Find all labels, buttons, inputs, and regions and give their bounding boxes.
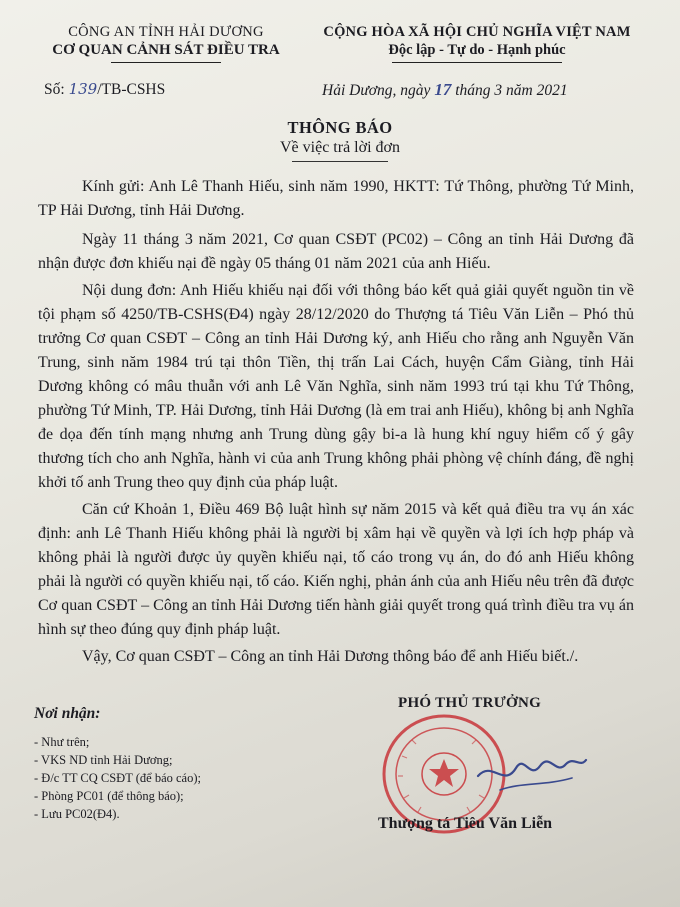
paragraph-receipt: Ngày 11 tháng 3 năm 2021, Cơ quan CSĐT (PC02) – Công an tỉnh Hải Dương đã nhận được đơn khiếu nại đề ngày 05 tháng 01 năm 2021 của anh Hiếu. — [38, 231, 634, 272]
recipient-item: - Đ/c TT CQ CSĐT (để báo cáo); — [34, 771, 201, 785]
recipient-item: - Lưu PC02(Đ4). — [34, 807, 120, 821]
date-prefix: Hải Dương, ngày — [322, 82, 431, 99]
paragraph-legal-basis: Căn cứ Khoản 1, Điều 469 Bộ luật hình sự năm 2015 và kết quả điều tra vụ án xác định: anh Lê Thanh Hiếu không phải là người bị xâm hại về quyền và lợi ích hợp pháp và không phải là người được ủy quyền khiếu nại, tố cáo trong vụ án, do đó anh Hiếu không phải là người có quyền khiếu nại, tố cáo. Kiến nghị, phản ánh của anh Hiếu nêu trên đã được Cơ quan CSĐT – Công an tỉnh Hải Dương tiến hành giải quyết trong quá trình điều tra vụ án hình sự theo đúng quy định pháp luật. — [38, 501, 634, 638]
issue-date — [322, 80, 568, 100]
recipient-item: - Như trên; — [34, 735, 90, 749]
date-rest: tháng 3 năm 2021 — [455, 82, 568, 99]
recipients-block — [34, 705, 334, 823]
issuing-authority — [36, 24, 296, 63]
signer-name: Thượng tá Tiêu Văn Liễn — [378, 815, 553, 832]
doc-number-suffix: /TB-CSHS — [97, 81, 166, 98]
doc-number-handwritten: 139 — [68, 80, 98, 98]
authority-underline — [111, 62, 221, 63]
national-heading — [302, 24, 652, 63]
doc-number-prefix: Số: — [44, 81, 65, 98]
authority-name: CƠ QUAN CẢNH SÁT ĐIỀU TRA — [52, 42, 280, 58]
document-number — [44, 80, 165, 99]
recipient-item: - Phòng PC01 (để thông báo); — [34, 789, 184, 803]
recipient-item: - VKS ND tỉnh Hải Dương; — [34, 753, 173, 767]
authority-parent: CÔNG AN TỈNH HẢI DƯƠNG — [68, 24, 264, 40]
signature-scribble — [470, 730, 590, 810]
signer-role: PHÓ THỦ TRƯỞNG — [398, 695, 542, 711]
document-body — [38, 175, 634, 678]
recipients-list — [34, 733, 334, 823]
paragraph-conclusion: Vậy, Cơ quan CSĐT – Công an tỉnh Hải Dương thông báo để anh Hiếu biết./. — [82, 648, 579, 665]
addressee: Kính gửi: Anh Lê Thanh Hiếu, sinh năm 1990, HKTT: Tứ Thông, phường Tứ Minh, TP Hải Dương, tỉnh Hải Dương. — [38, 178, 634, 219]
subtitle-underline — [292, 161, 388, 162]
national-title: CỘNG HÒA XÃ HỘI CHỦ NGHĨA VIỆT NAM — [323, 24, 631, 40]
paragraph-complaint-content: Nội dung đơn: Anh Hiếu khiếu nại đối với thông báo kết quả giải quyết nguồn tin về tội phạm số 4250/TB-CSHS(Đ4) ngày 28/12/2020 do Thượng tá Tiêu Văn Liễn – Phó thủ trưởng Cơ quan CSĐT – Công an tỉnh Hải Dương ký, anh Hiếu cho rằng anh Nguyễn Văn Trung, sinh năm 1984 trú tại thôn Tiền, thị trấn Lai Cách, huyện Cẩm Giàng, tỉnh Hải Dương không có mâu thuẫn với anh Lê Văn Nghĩa, sinh năm 1993 trú tại khu Tứ Thông, phường Tứ Minh, TP. Hải Dương, tỉnh Hải Dương (là em trai anh Hiếu), không bị anh Nghĩa đe dọa đến tính mạng nhưng anh Trung dùng gậy bi-a là hung khí nguy hiểm cố ý gây thương tích cho anh Nghĩa, hành vi của anh Trung không phải phòng vệ chính đáng, đề nghị khởi tố anh Trung theo quy định của pháp luật. — [38, 282, 634, 491]
recipients-title: Nơi nhận: — [34, 705, 101, 722]
date-day-handwritten: 17 — [434, 80, 452, 99]
motto-underline — [392, 62, 562, 63]
document-title: THÔNG BÁO — [287, 118, 393, 137]
document-subtitle: Về việc trả lời đơn — [280, 139, 400, 156]
national-motto: Độc lập - Tự do - Hạnh phúc — [388, 42, 566, 58]
